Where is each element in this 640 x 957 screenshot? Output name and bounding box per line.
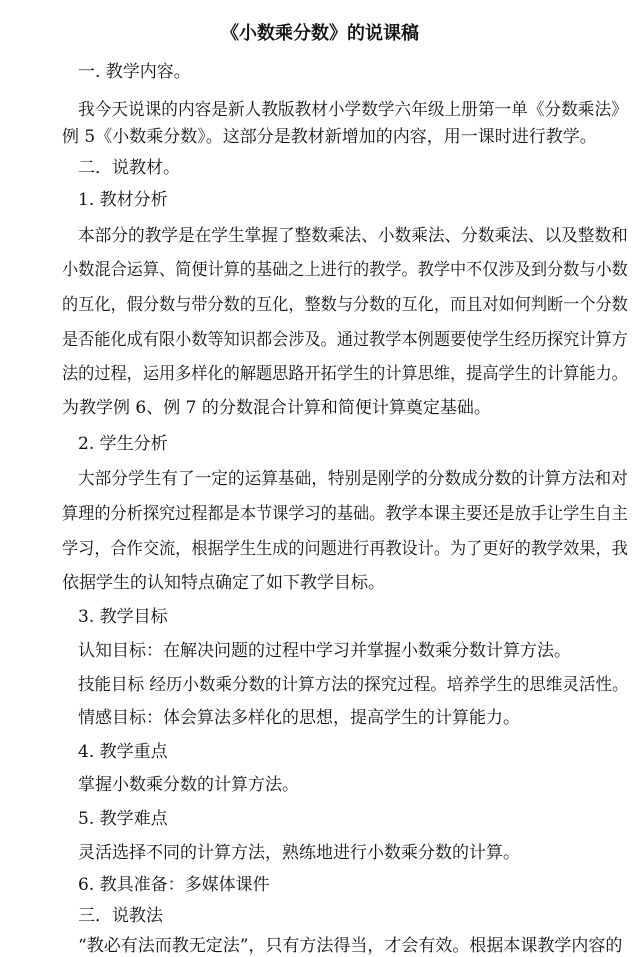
paragraph-line: 的互化，假分数与带分数的互化，整数与分数的互化，而且对如何判断一个分数 <box>62 295 628 315</box>
subheading-teaching-goals: 3. 教学目标 <box>78 607 168 627</box>
paragraph-line: 算理的分析探究过程都是本节课学习的基础。教学本课主要还是放手让学生自主 <box>62 504 628 524</box>
paragraph-line: 我今天说课的内容是新人教版教材小学数学六年级上册第一单《分数乘法》 <box>78 100 628 120</box>
paragraph-line: 依据学生的认知特点确定了如下教学目标。 <box>62 573 385 593</box>
key-point-text: 掌握小数乘分数的计算方法。 <box>78 775 299 795</box>
section-heading-textbook: 二．说教材。 <box>78 158 180 178</box>
subheading-teaching-aids: 6. 教具准备：多媒体课件 <box>78 875 270 895</box>
subheading-student-analysis: 2. 学生分析 <box>78 434 168 454</box>
goal-skill: 技能目标 经历小数乘分数的计算方法的探究过程。培养学生的思维灵活性。 <box>78 675 629 695</box>
subheading-key-points: 4. 教学重点 <box>78 742 168 762</box>
paragraph-line: 为教学例 6、例 7 的分数混合计算和简便计算奠定基础。 <box>62 398 491 418</box>
difficulty-text: 灵活选择不同的计算方法，熟练地进行小数乘分数的计算。 <box>78 843 520 863</box>
document-title: 《小数乘分数》的说课稿 <box>221 23 419 44</box>
goal-cognitive: 认知目标：在解决问题的过程中学习并掌握小数乘分数计算方法。 <box>78 641 571 661</box>
paragraph-line: 小数混合运算、简便计算的基础之上进行的教学。教学中不仅涉及到分数与小数 <box>62 260 628 280</box>
section-heading-content: 一. 教学内容。 <box>78 62 191 82</box>
paragraph-line: 例 5《小数乘分数》。这部分是教材新增加的内容，用一课时进行教学。 <box>62 127 597 147</box>
paragraph-line: 学习，合作交流，根据学生生成的问题进行再教设计。为了更好的教学效果，我 <box>62 539 628 559</box>
paragraph-line: 是否能化成有限小数等知识都会涉及。通过教学本例题要使学生经历探究计算方 <box>62 330 628 350</box>
paragraph-line: 本部分的教学是在学生掌握了整数乘法、小数乘法、分数乘法、以及整数和 <box>78 226 628 246</box>
paragraph-line: “教必有法而教无定法”，只有方法得当，才会有效。根据本课教学内容的 <box>78 936 623 956</box>
section-heading-teaching-method: 三．说教法 <box>78 906 163 926</box>
subheading-difficulties: 5. 教学难点 <box>78 809 168 829</box>
paragraph-line: 法的过程，运用多样化的解题思路开拓学生的计算思维，提高学生的计算能力。 <box>62 364 628 384</box>
goal-emotional: 情感目标：体会算法多样化的思想，提高学生的计算能力。 <box>78 708 520 728</box>
paragraph-line: 大部分学生有了一定的运算基础，特别是刚学的分数成分数的计算方法和对 <box>78 469 628 489</box>
subheading-textbook-analysis: 1. 教材分析 <box>78 190 168 210</box>
